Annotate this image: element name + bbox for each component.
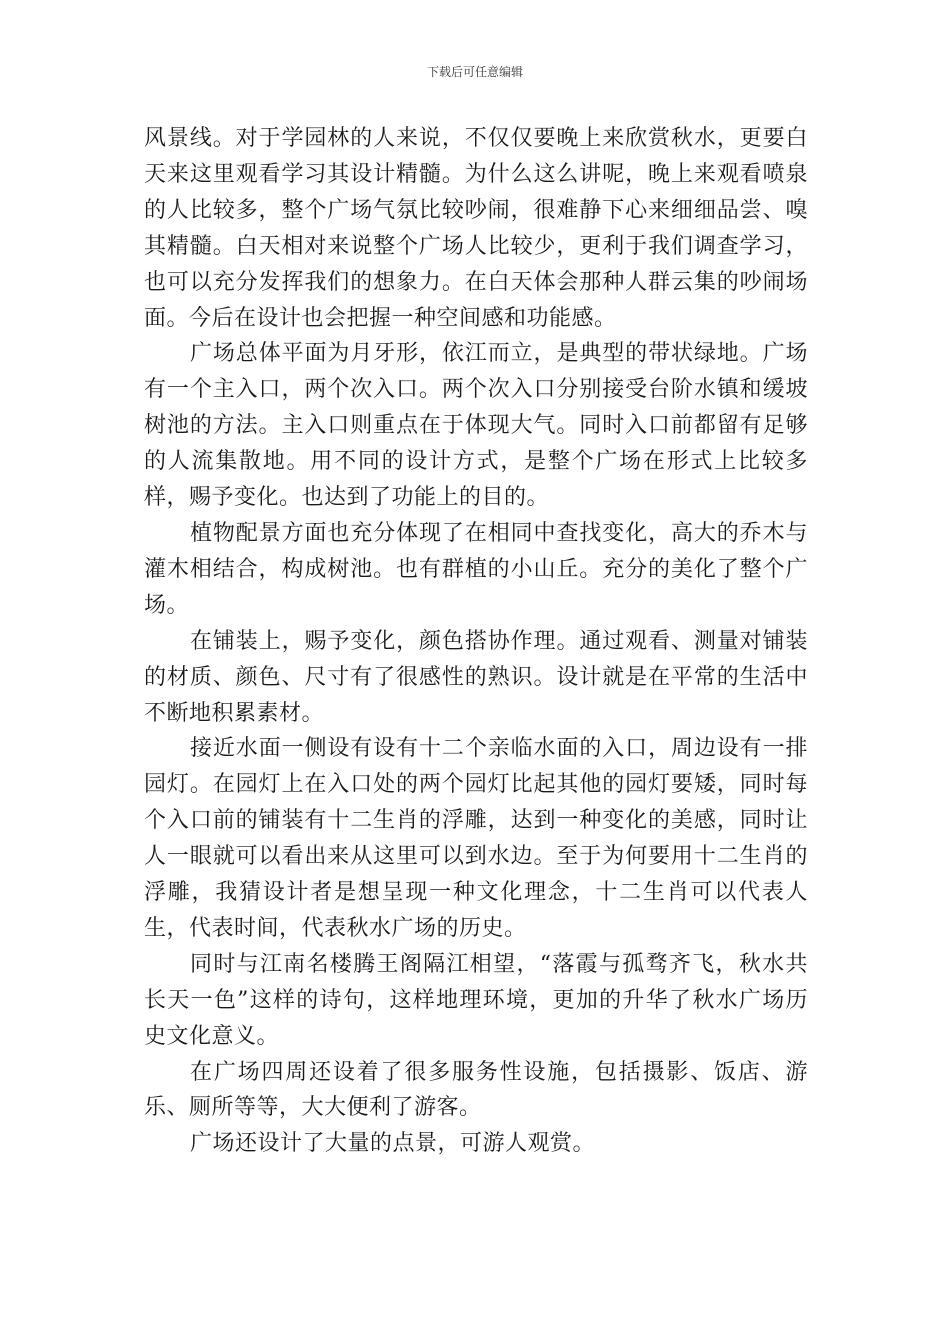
paragraph-continuation: 风景线。对于学园林的人来说，不仅仅要晚上来欣赏秋水，更要白天来这里观看学习其设计精髓。为什么这么讲呢，晚上来观看喷泉的人比较多，整个广场气氛比较吵闹，很难静下心来细细品尝、嗅其精髓。白天相对来说整个广场人比较少，更利于我们调查学习，也可以充分发挥我们的想象力。在白天体会那种人群云集的吵闹场面。今后在设计也会把握一种空间感和功能感。 bbox=[144, 126, 808, 331]
paragraph-service-facilities: 在广场四周还设着了很多服务性设施，包括摄影、饭店、游乐、厕所等等，大大便利了游客。 bbox=[144, 1059, 808, 1121]
paragraph-tengwang-pavilion: 同时与江南名楼腾王阁隔江相望，“落霞与孤骛齐飞，秋水共长天一色”这样的诗句，这样地理环境，更加的升华了秋水广场历史文化意义。 bbox=[144, 951, 808, 1049]
page-header-note: 下载后可任意编辑 bbox=[426, 65, 523, 79]
paragraph-planting: 植物配景方面也充分体现了在相同中查找变化，高大的乔木与灌木相结合，构成树池。也有群植的小山丘。充分的美化了整个广场。 bbox=[144, 520, 808, 618]
paragraph-waterside-entrances: 接近水面一侧设有设有十二个亲临水面的入口，周边设有一排园灯。在园灯上在入口处的两个园灯比起其他的园灯要矮，同时每个入口前的铺装有十二生肖的浮雕，达到一种变化的美感，同时让人一眼就可以看出来从这里可以到水边。至于为何要用十二生肖的浮雕，我猜设计者是想呈现一种文化理念，十二生肖可以代表人生，代表时间，代表秋水广场的历史。 bbox=[144, 736, 808, 941]
paragraph-plaza-layout: 广场总体平面为月牙形，依江而立，是典型的带状绿地。广场有一个主入口，两个次入口。两个次入口分别接受台阶水镇和缓坡树池的方法。主入口则重点在于体现大气。同时入口前都留有足够的人流集散地。用不同的设计方式，是整个广场在形式上比较多样，赐予变化。也达到了功能上的目的。 bbox=[144, 341, 808, 511]
document-body bbox=[144, 121, 808, 1162]
paragraph-scenic-points: 广场还设计了大量的点景，可游人观赏。 bbox=[190, 1131, 596, 1157]
paragraph-paving: 在铺装上，赐予变化，颜色搭协作理。通过观看、测量对铺装的材质、颜色、尺寸有了很感性的熟识。设计就是在平常的生活中不断地积累素材。 bbox=[144, 628, 808, 726]
